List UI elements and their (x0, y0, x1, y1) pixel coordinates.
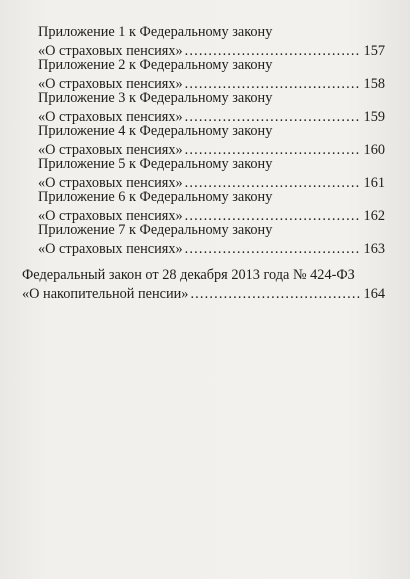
toc-page-number: 157 (363, 43, 385, 59)
toc-page-number: 164 (363, 286, 385, 302)
toc-page-number: 158 (363, 76, 385, 92)
toc-entry-subtitle: «О страховых пенсиях» (38, 241, 183, 257)
toc-entry-subtitle: «О страховых пенсиях» (38, 175, 183, 191)
dot-leader (185, 240, 361, 259)
toc-entry-subtitle: «О страховых пенсиях» (38, 208, 183, 224)
toc-page-number: 163 (363, 241, 385, 257)
toc-entry-title: Приложение 7 к Федеральному закону (38, 222, 273, 238)
toc-entry-title: Федеральный закон от 28 декабря 2013 года № 424-ФЗ (22, 267, 355, 283)
dot-leader (190, 285, 360, 304)
toc-entry-title: Приложение 4 к Федеральному закону (38, 123, 273, 139)
toc-entry-title: Приложение 6 к Федеральному закону (38, 189, 273, 205)
toc-entry-subtitle: «О страховых пенсиях» (38, 142, 183, 158)
toc-entry-federal-law (22, 266, 385, 304)
toc-entry-title: Приложение 3 к Федеральному закону (38, 90, 273, 106)
toc-entry-appendix-7 (38, 221, 385, 259)
toc-entry-subtitle: «О страховых пенсиях» (38, 43, 183, 59)
toc-entry-subtitle: «О страховых пенсиях» (38, 109, 183, 125)
toc-page-number: 162 (363, 208, 385, 224)
toc-entry-title: Приложение 1 к Федеральному закону (38, 24, 273, 40)
toc-page-number: 160 (363, 142, 385, 158)
toc-entry-title: Приложение 5 к Федеральному закону (38, 156, 273, 172)
toc-entry-subtitle: «О страховых пенсиях» (38, 76, 183, 92)
toc-entry-title: Приложение 2 к Федеральному закону (38, 57, 273, 73)
toc-page-number: 159 (363, 109, 385, 125)
toc-page-number: 161 (363, 175, 385, 191)
toc-entry-subtitle: «О накопительной пенсии» (22, 286, 189, 302)
